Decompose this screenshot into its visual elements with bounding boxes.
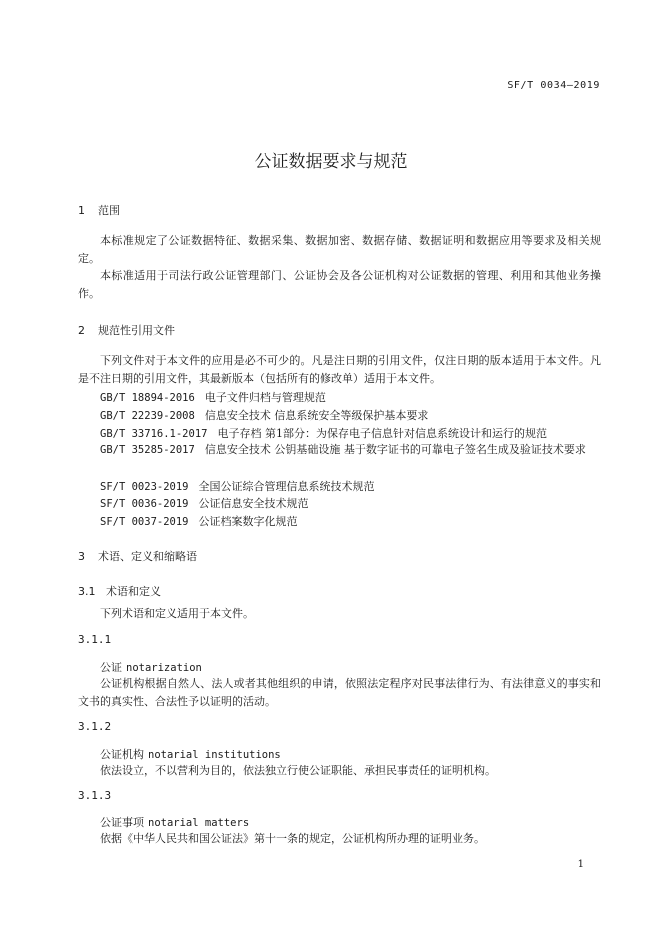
subsection-3-1-heading [78, 583, 161, 599]
scope-paragraph-1: 本标准规定了公证数据特征、数据采集、数据加密、数据存储、数据证明和数据应用等要求及相关规定。 [78, 234, 601, 265]
clause-number: 3.1.3 [78, 789, 112, 802]
reference-title: 全国公证综合管理信息系统技术规范 [198, 480, 375, 493]
subsection-title: 术语和定义 [106, 585, 161, 598]
reference-title: 公证信息安全技术规范 [198, 497, 309, 510]
term-heading [100, 746, 281, 762]
section-title: 规范性引用文件 [98, 324, 175, 337]
section-title: 范围 [98, 204, 120, 217]
reference-code: SF/T 0037-2019 [100, 516, 189, 528]
reference-code: GB/T 35285-2017 [100, 444, 195, 456]
section-title: 术语、定义和缩略语 [98, 550, 197, 563]
reference-title: 信息安全技术 信息系统安全等级保护基本要求 [204, 409, 429, 422]
term-en: notarial institutions [148, 749, 281, 761]
reference-code: GB/T 33716.1-2017 [100, 428, 208, 440]
reference-item [100, 425, 547, 441]
page-title: 公证数据要求与规范 [254, 152, 408, 172]
reference-item [100, 513, 298, 529]
reference-item [100, 478, 375, 494]
section-number: 3 [78, 550, 85, 563]
section-1-heading [78, 202, 120, 218]
section-number: 2 [78, 324, 85, 337]
reference-title: 信息安全技术 公钥基础设施 基于数字证书的可靠电子签名生成及验证技术要求 [204, 443, 586, 456]
reference-item [100, 495, 309, 511]
term-heading [100, 659, 202, 675]
term-definition: 公证机构根据自然人、法人或者其他组织的申请，依照法定程序对民事法律行为、有法律意义的事实和文书的真实性、合法性予以证明的活动。 [78, 677, 601, 708]
term-en: notarial matters [148, 817, 250, 829]
page-number: 1 [577, 859, 584, 870]
reference-code: SF/T 0036-2019 [100, 498, 189, 510]
clause-number: 3.1.1 [78, 633, 112, 646]
scope-paragraph-2: 本标准适用于司法行政公证管理部门、公证协会及各公证机构对公证数据的管理、利用和其他业务操作。 [78, 269, 601, 300]
term-zh: 公证事项 [100, 816, 144, 829]
term-zh: 公证机构 [100, 748, 144, 761]
standard-code: SF/T 0034—2019 [507, 80, 600, 91]
reference-item [78, 441, 601, 460]
reference-title: 电子文件归档与管理规范 [204, 391, 326, 404]
reference-title: 公证档案数字化规范 [198, 515, 298, 528]
section-3-heading [78, 548, 197, 564]
normative-references-intro: 下列文件对于本文件的应用是必不可少的。凡是注日期的引用文件，仅注日期的版本适用于本文件。凡是不注日期的引用文件，其最新版本（包括所有的修改单）适用于本文件。 [78, 354, 601, 385]
term-heading [100, 814, 249, 830]
section-number: 1 [78, 204, 85, 217]
reference-item [100, 407, 428, 423]
reference-item [100, 389, 326, 405]
reference-title: 电子存档 第1部分：为保存电子信息针对信息系统设计和运行的规范 [217, 427, 547, 440]
reference-code: SF/T 0023-2019 [100, 481, 189, 493]
reference-code: GB/T 18894-2016 [100, 392, 195, 404]
term-en: notarization [126, 662, 202, 674]
term-zh: 公证 [100, 661, 122, 674]
clause-number: 3.1.2 [78, 720, 112, 733]
reference-code: GB/T 22239-2008 [100, 410, 195, 422]
terms-intro: 下列术语和定义适用于本文件。 [100, 607, 254, 620]
term-definition: 依法设立，不以营利为目的，依法独立行使公证职能、承担民事责任的证明机构。 [100, 764, 496, 777]
term-definition: 依据《中华人民共和国公证法》第十一条的规定，公证机构所办理的证明业务。 [100, 832, 485, 845]
section-2-heading [78, 322, 175, 338]
subsection-number: 3.1 [78, 585, 96, 598]
